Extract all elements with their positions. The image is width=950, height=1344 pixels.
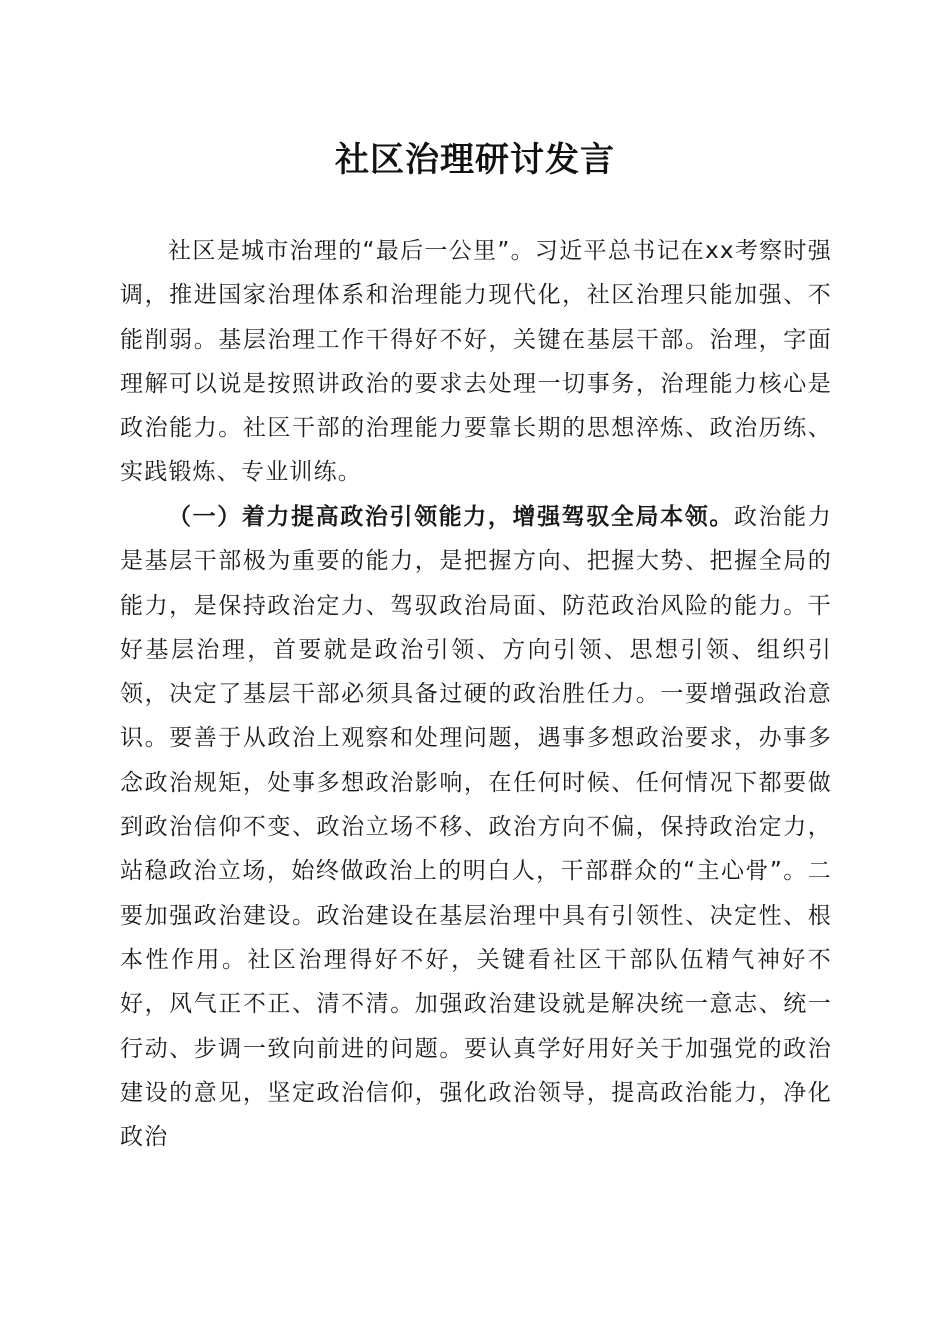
paragraph-body: 政治能力是基层干部极为重要的能力，是把握方向、把握大势、把握全局的能力，是保持政治定力、驾驭政治局面、防范政治风险的能力。干好基层治理，首要就是政治引领、方向引领、思想引领、组织引领，决定了基层干部必须具备过硬的政治胜任力。一要增强政治意识。要善于从政治上观察和处理问题，遇事多想政治要求，办事多念政治规矩，处事多想政治影响，在任何时候、任何情况下都要做到政治信仰不变、政治立场不移、政治方向不偏，保持政治定力，站稳政治立场，始终做政治上的明白人，干部群众的“主心骨”。二要加强政治建设。政治建设在基层治理中具有引领性、决定性、根本性作用。社区治理得好不好，关键看社区干部队伍精气神好不好，风气正不正、清不清。加强政治建设就是解决统一意志、统一行动、步调一致向前进的问题。要认真学好用好关于加强党的政治建设的意见，坚定政治信仰，强化政治领导，提高政治能力，净化政治: [120, 504, 832, 1151]
paragraph-body: 社区是城市治理的“最后一公里”。习近平总书记在xx考察时强调，推进国家治理体系和治理能力现代化，社区治理只能加强、不能削弱。基层治理工作干得好不好，关键在基层干部。治理，字面理解可以说是按照讲政治的要求去处理一切事务，治理能力核心是政治能力。社区干部的治理能力要靠长期的思想淬炼、政治历练、实践锻炼、专业训练。: [120, 238, 832, 486]
paragraph-intro: [120, 229, 832, 495]
paragraph-section-one: [120, 495, 832, 1159]
section-heading: （一）着力提高政治引领能力，增强驾驭全局本领。: [168, 504, 734, 530]
document-title: 社区治理研讨发言: [335, 140, 615, 180]
